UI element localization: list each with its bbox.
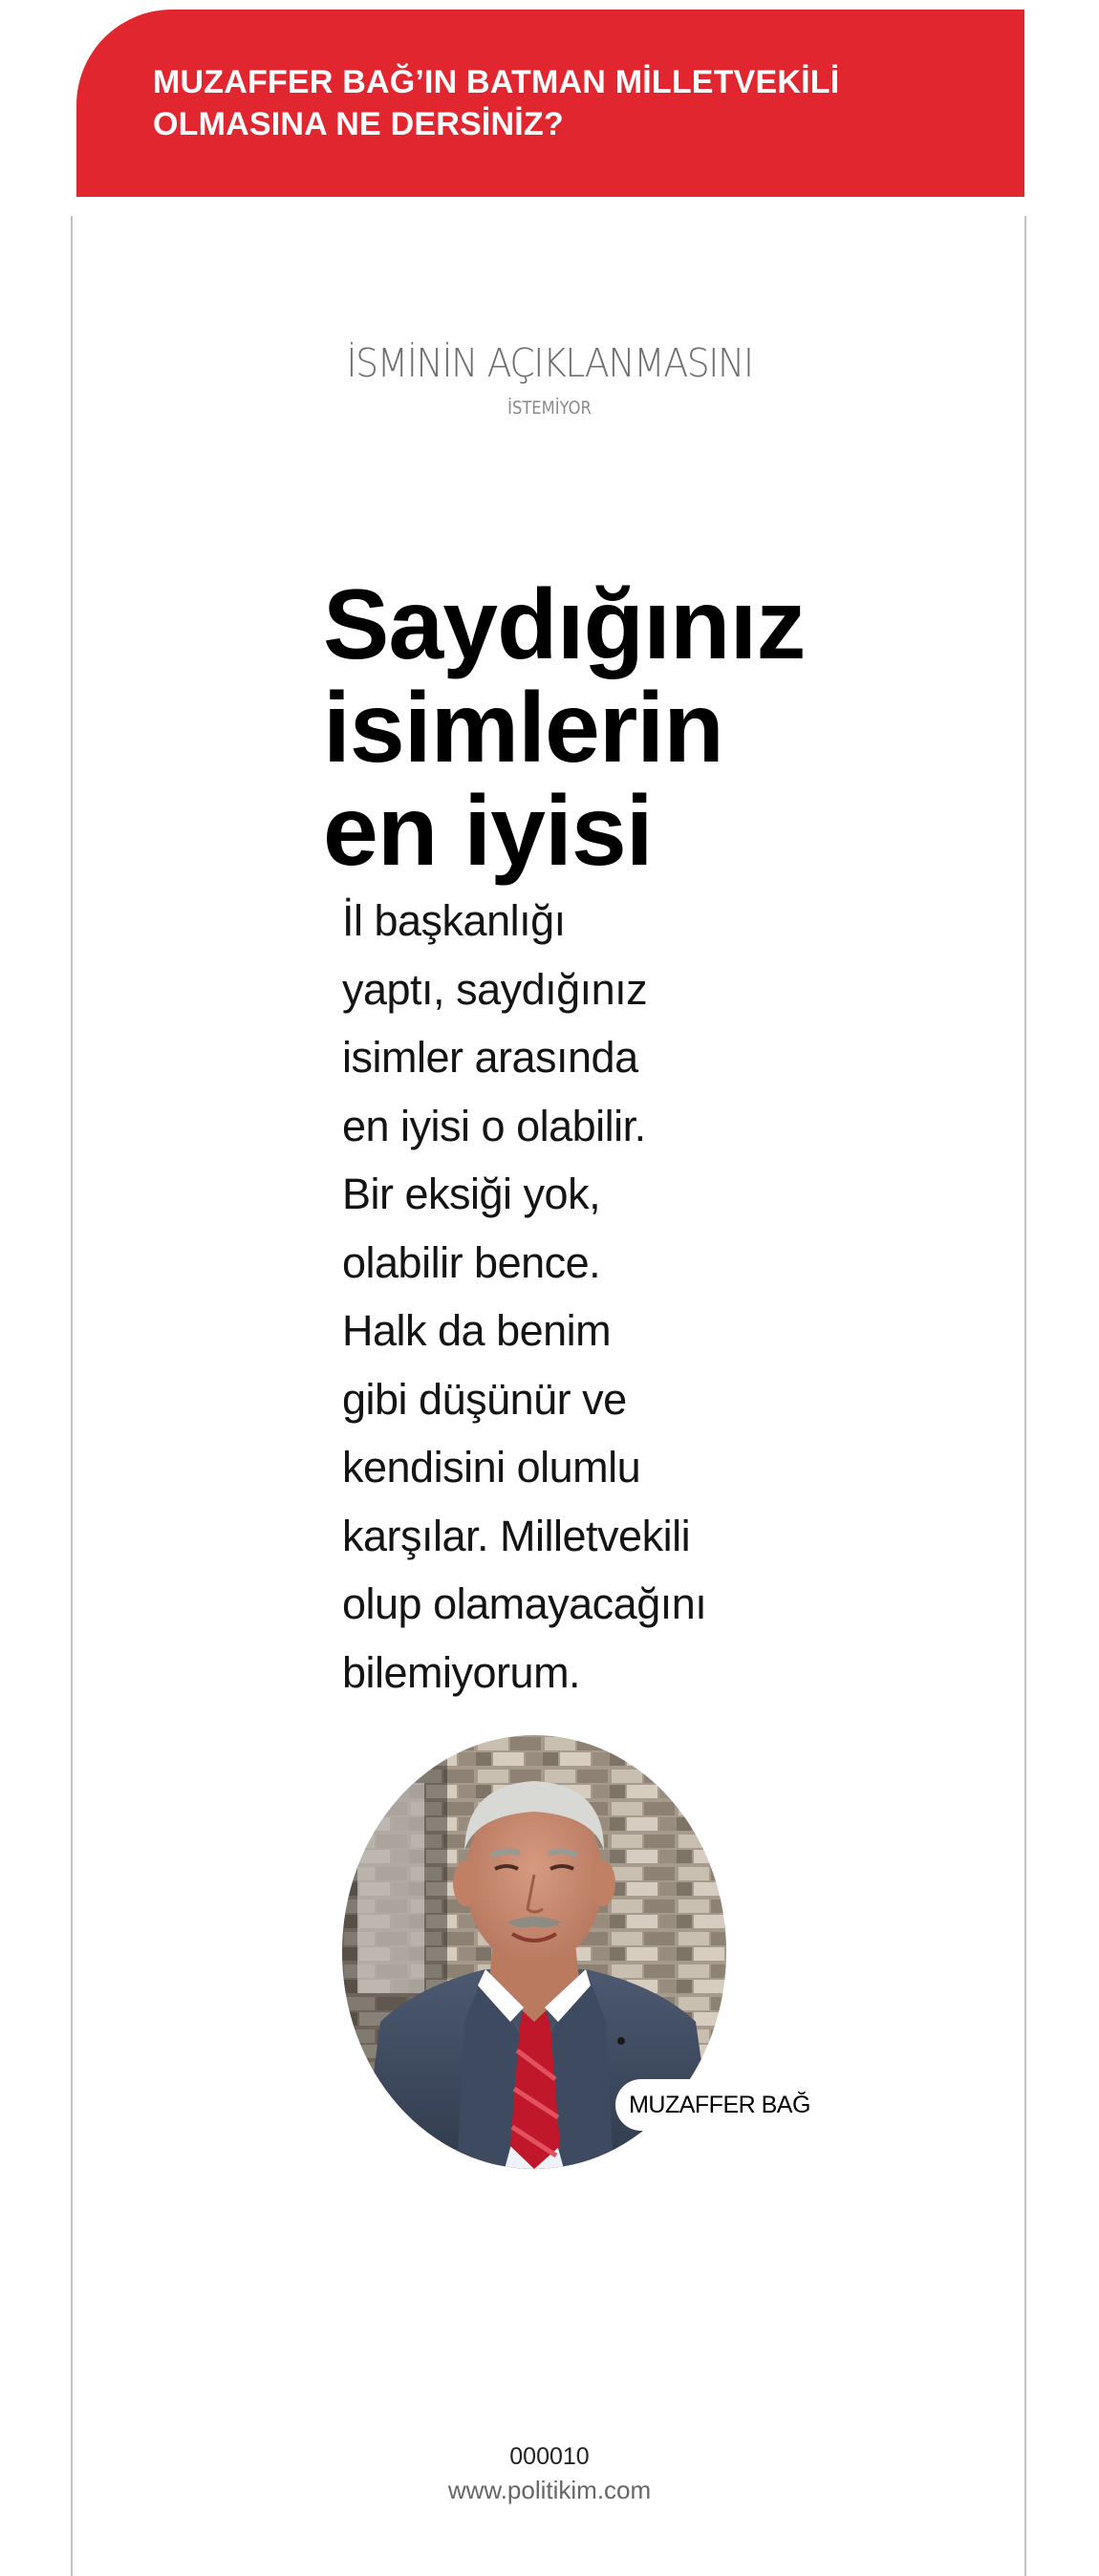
headline-line-1: Saydığınız	[323, 569, 806, 680]
body-line: karşılar. Milletvekili	[342, 1511, 691, 1560]
body-line: olabilir bence.	[342, 1237, 601, 1287]
answer-headline	[323, 569, 820, 887]
body-line: isimler arasında	[342, 1033, 638, 1082]
banner-line-1: MUZAFFER BAĞ’IN BATMAN MİLLETVEKİLİ	[153, 64, 840, 100]
answer-body	[342, 887, 743, 1707]
body-line: bilemiyorum.	[342, 1647, 581, 1697]
banner-question	[153, 61, 975, 145]
photo-caption: MUZAFFER BAĞ	[615, 2079, 824, 2131]
headline-line-3: en iyisi	[323, 776, 653, 887]
source-label: İSMİNİN AÇIKLANMASINI	[346, 340, 753, 386]
question-banner	[76, 10, 1024, 197]
body-line: Halk da benim	[342, 1306, 612, 1355]
source-sublabel: İSTEMİYOR	[507, 397, 592, 419]
body-line: gibi düşünür ve	[342, 1374, 627, 1424]
headline-line-2: isimlerin	[323, 673, 723, 784]
page-code: 000010	[509, 2443, 590, 2470]
body-line: yaptı, saydığınız	[342, 964, 648, 1014]
banner-line-2: OLMASINA NE DERSİNİZ?	[153, 106, 564, 142]
body-line: kendisini olumlu	[342, 1443, 641, 1492]
site-url[interactable]: www.politikim.com	[447, 2476, 652, 2504]
body-line: İl başkanlığı	[342, 896, 566, 945]
body-line: Bir eksiği yok,	[342, 1170, 601, 1218]
body-line: en iyisi o olabilir.	[342, 1101, 646, 1150]
body-line: olup olamayacağını	[342, 1579, 707, 1628]
